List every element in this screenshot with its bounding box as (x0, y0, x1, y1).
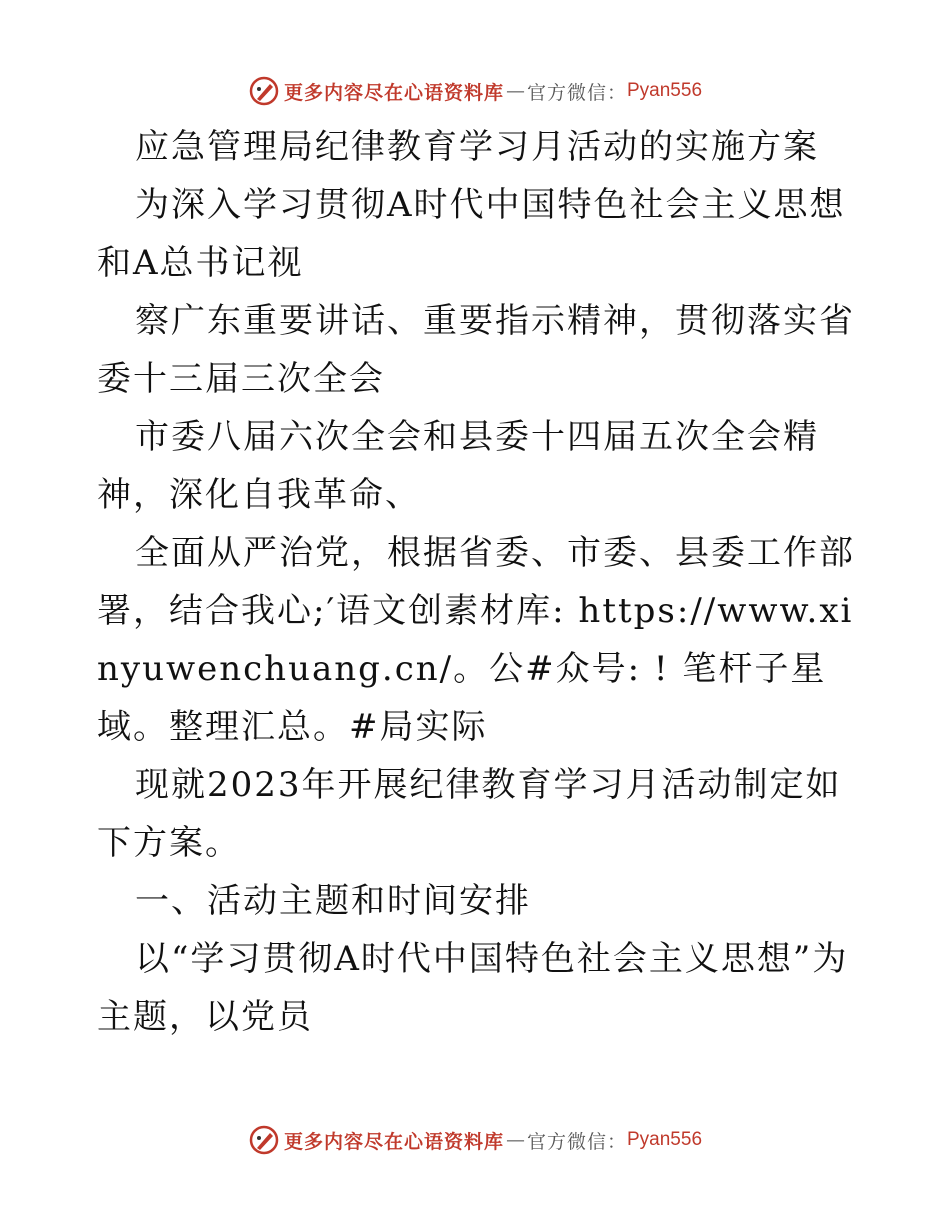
section-heading-1: 一、活动主题和时间安排 (135, 881, 531, 921)
paragraph-6: 以“学习贯彻A时代中国特色社会主义思想”为主题，以党员 (97, 939, 849, 1037)
watermark-main-text: 更多内容尽在心语资料库 (283, 1130, 504, 1153)
quill-logo-icon (248, 1124, 280, 1156)
paragraph-4: 全面从严治党，根据省委、市委、县委工作部署，结合我心;′语文创素材库: https://www.xinyuwenchuang.cn/。公#众号: ! 笔杆子星域。整理汇总。#局实际 (97, 533, 855, 747)
watermark-main-text: 更多内容尽在心语资料库 (283, 81, 504, 104)
watermark-dash: — (505, 1129, 525, 1151)
paragraph-3: 市委八届六次全会和县委十四届五次全会精神，深化自我革命、 (97, 417, 819, 515)
paragraph-5: 现就2023年开展纪律教育学习月活动制定如下方案。 (97, 765, 842, 863)
document-body (97, 118, 857, 1046)
footer-watermark (0, 1120, 950, 1160)
header-watermark (0, 71, 950, 111)
paragraph-2: 察广东重要讲话、重要指示精神，贯彻落实省委十三届三次全会 (97, 301, 855, 399)
watermark-id: Pyan556 (627, 80, 703, 101)
watermark-sub-text: 官方微信： (526, 1130, 627, 1153)
paragraph-1: 为深入学习贯彻A时代中国特色社会主义思想和A总书记视 (97, 185, 846, 283)
watermark-id: Pyan556 (627, 1129, 703, 1150)
document-title: 应急管理局纪律教育学习月活动的实施方案 (135, 127, 819, 167)
watermark-sub-text: 官方微信： (526, 81, 627, 104)
quill-logo-icon (248, 75, 280, 107)
watermark-dash: — (505, 80, 525, 102)
